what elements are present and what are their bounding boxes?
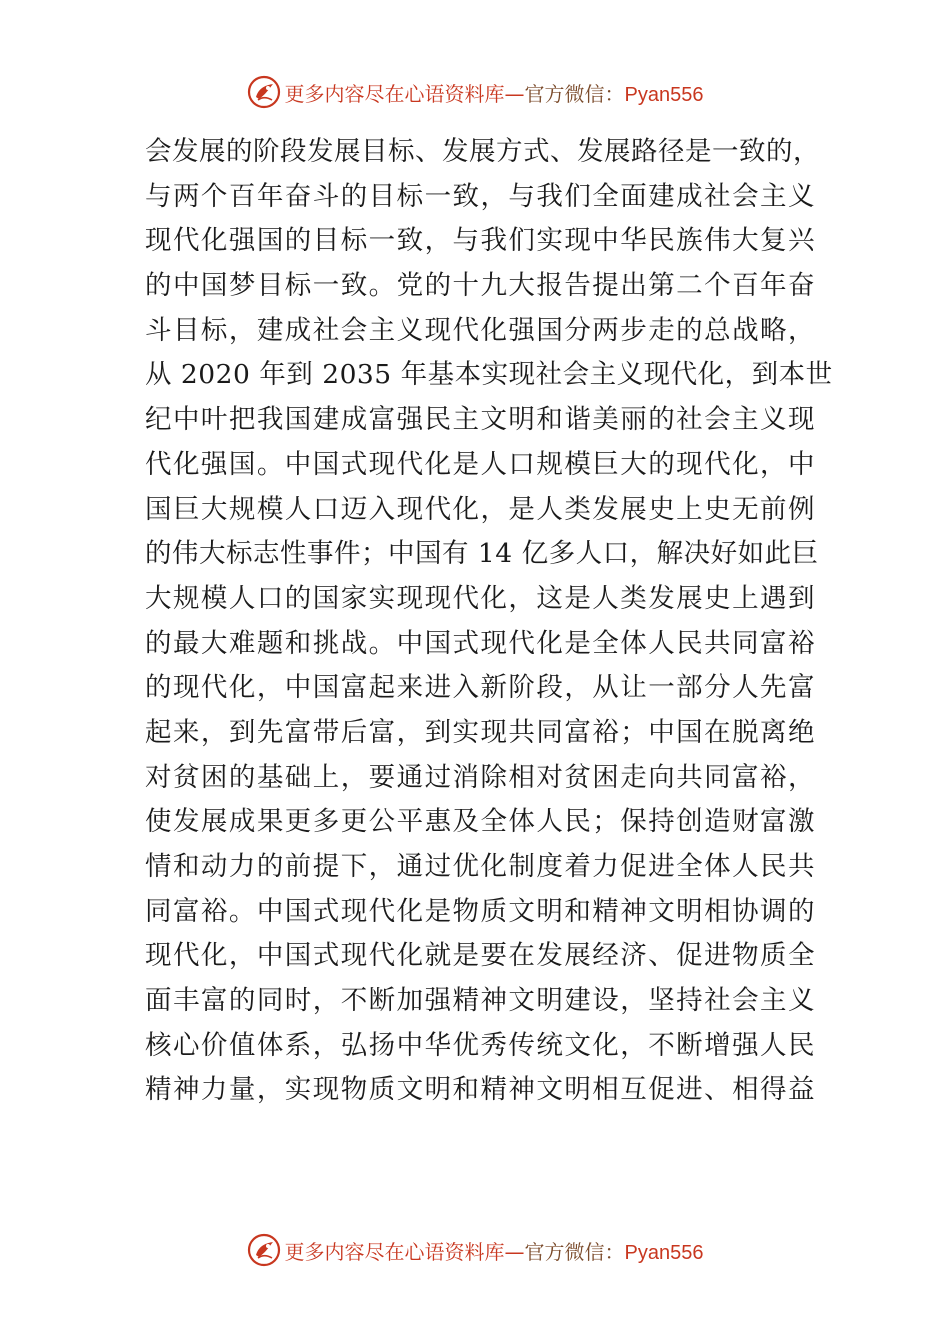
header-text (285, 78, 704, 107)
body-line: 斗目标，建成社会主义现代化强国分两步走的总战略， (145, 314, 815, 346)
body-line: 的最大难题和挑战。中国式现代化是全体人民共同富裕 (145, 627, 815, 659)
header-brand: 更多内容尽在心语资料库 (284, 81, 505, 106)
body-line: 会发展的阶段发展目标、发展方式、发展路径是一致的， (145, 136, 820, 167)
body-line: 核心价值体系，弘扬中华优秀传统文化，不断增强人民 (145, 1029, 815, 1061)
body-line: 面丰富的同时，不断加强精神文明建设，坚持社会主义 (145, 985, 815, 1017)
body-line: 大规模人口的国家实现现代化，这是人类发展史上遇到 (145, 582, 815, 614)
body-line: 的中国梦目标一致。党的十九大报告提出第二个百年奋 (145, 270, 815, 302)
body-line: 纪中叶把我国建成富强民主文明和谐美丽的社会主义现 (145, 404, 815, 436)
footer-brand: 更多内容尽在心语资料库 (284, 1239, 505, 1264)
footer-wechat-label: 官方微信： (524, 1239, 625, 1264)
body-line: 情和动力的前提下，通过优化制度着力促进全体人民共 (145, 851, 815, 882)
footer-wechat-id: Pyan556 (624, 1241, 704, 1264)
footer-separator: — (504, 1239, 525, 1264)
body-line: 对贫困的基础上，要通过消除相对贫困走向共同富裕， (145, 761, 815, 793)
body-line: 的伟大标志性事件；中国有 14 亿多人口，解决好如此巨 (145, 538, 819, 570)
lotus-logo-icon (247, 1233, 281, 1267)
header-wechat-id: Pyan556 (624, 83, 704, 106)
body-line: 同富裕。中国式现代化是物质文明和精神文明相协调的 (145, 895, 815, 927)
lotus-logo-icon (247, 75, 281, 109)
body-line: 与两个百年奋斗的目标一致，与我们全面建成社会主义 (145, 180, 815, 212)
footer-text (285, 1236, 704, 1265)
body-line: 代化强国。中国式现代化是人口规模巨大的现代化，中 (145, 448, 815, 480)
body-line: 使发展成果更多更公平惠及全体人民；保持创造财富激 (145, 806, 815, 838)
document-body (145, 130, 833, 1113)
body-line: 精神力量，实现物质文明和精神文明相互促进、相得益 (145, 1074, 815, 1106)
body-line: 现代化强国的目标一致，与我们实现中华民族伟大复兴 (145, 225, 815, 257)
footer-banner (0, 1230, 950, 1270)
body-line: 国巨大规模人口迈入现代化，是人类发展史上史无前例 (145, 493, 815, 525)
header-wechat-label: 官方微信： (524, 81, 625, 106)
body-line: 的现代化，中国富起来进入新阶段，从让一部分人先富 (145, 672, 815, 704)
body-line: 起来，到先富带后富，到实现共同富裕；中国在脱离绝 (145, 716, 815, 748)
header-separator: — (504, 81, 525, 106)
body-line: 现代化，中国式现代化就是要在发展经济、促进物质全 (145, 940, 815, 972)
body-line: 从 2020 年到 2035 年基本实现社会主义现代化，到本世 (145, 359, 833, 391)
header-banner (0, 72, 950, 112)
